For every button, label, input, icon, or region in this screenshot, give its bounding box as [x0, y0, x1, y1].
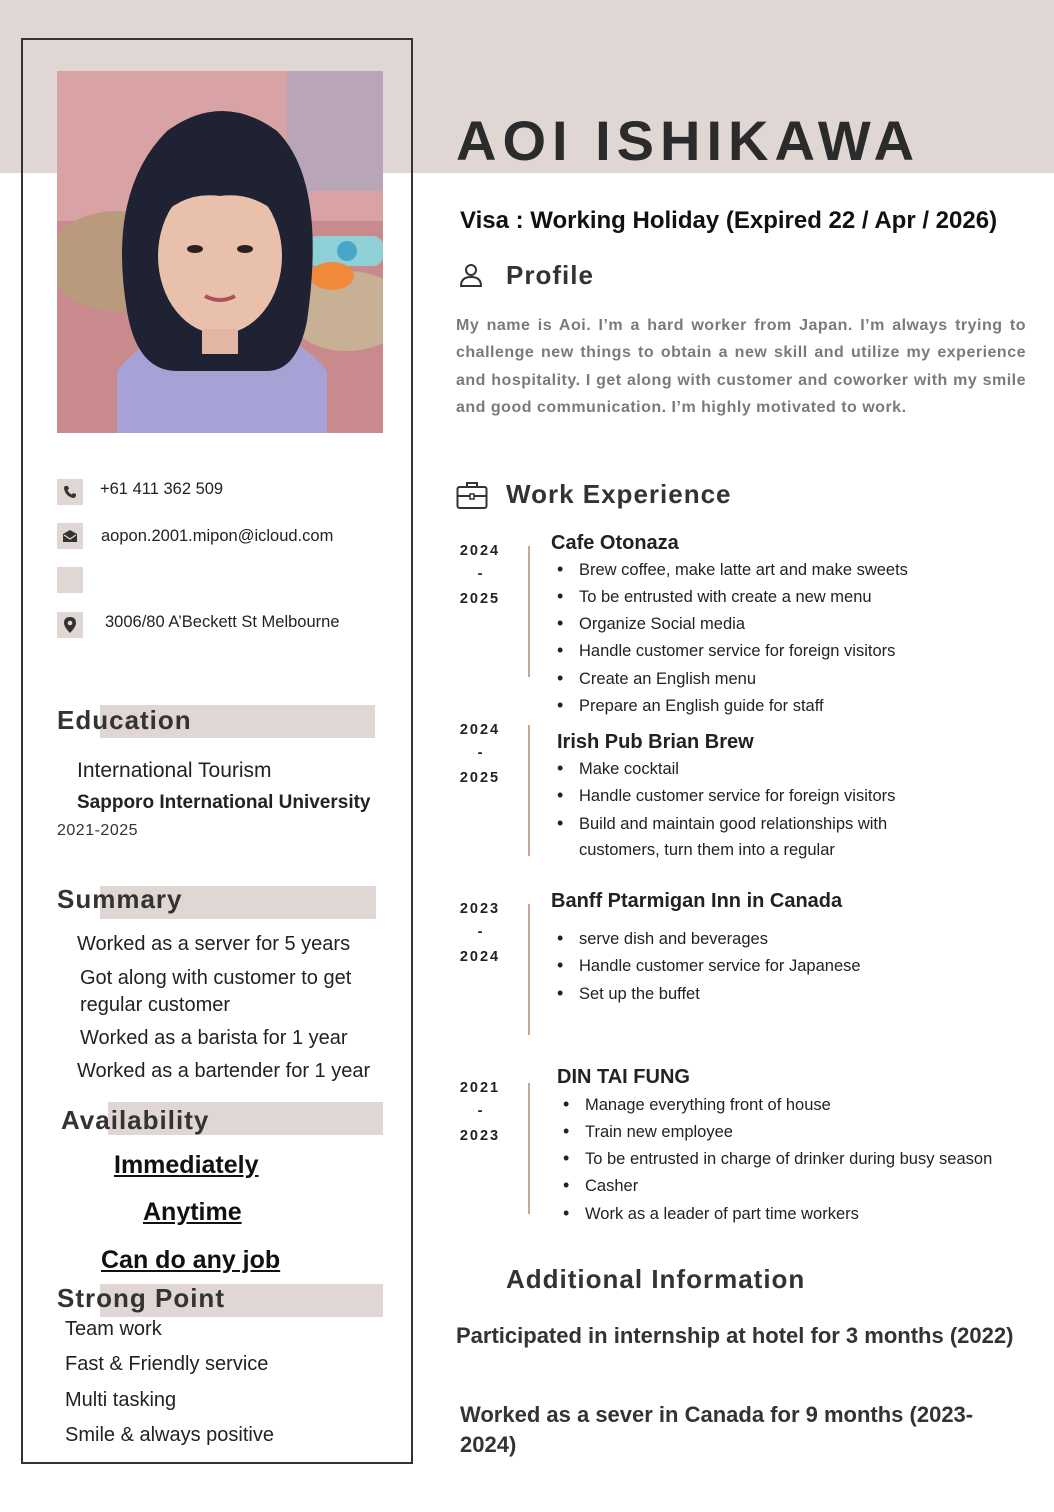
summary-item: Got along with customer to get	[80, 967, 352, 989]
strong-point-item: Team work	[65, 1318, 162, 1340]
job-bullet: • Prepare an English guide for staff	[579, 692, 824, 720]
job-bullet-continuation: customers, turn them into a regular	[579, 841, 835, 859]
job-bullet: • Brew coffee, make latte art and make sweets	[579, 556, 908, 584]
job-end-year: 2024	[459, 949, 501, 965]
timeline-line	[528, 546, 530, 677]
summary-heading: Summary	[57, 884, 183, 914]
job-bullet: • serve dish and beverages	[579, 925, 768, 953]
job-end-year: 2025	[459, 770, 501, 786]
job-end-year: 2023	[459, 1128, 501, 1144]
email-icon	[57, 523, 83, 549]
profile-heading: Profile	[506, 260, 594, 290]
job-title: Irish Pub Brian Brew	[557, 731, 754, 753]
availability-item: Can do any job	[101, 1246, 281, 1274]
summary-item: Worked as a server for 5 years	[77, 933, 351, 955]
profile-text: My name is Aoi. I’m a hard worker from Japan. I’m always trying to challenge new things to obtain a new skill and utilize my experience and hospitality. I get along with customer and coworker with my smile and good communication. I’m highly motivated to work.	[456, 317, 1026, 416]
job-start-year: 2021	[459, 1080, 501, 1096]
job-bullet: • Handle customer service for foreign visitors	[579, 637, 895, 665]
job-start-year: 2024	[459, 543, 501, 559]
address: 3006/80 A’Beckett St Melbourne	[105, 613, 340, 631]
additional-info-heading: Additional Information	[506, 1264, 806, 1294]
summary-item: regular customer	[80, 994, 231, 1016]
visa-status: Visa : Working Holiday (Expired 22 / Apr / 2026)	[460, 207, 998, 234]
job-bullet: • Manage everything front of house	[585, 1091, 831, 1119]
blank-contact-icon	[57, 567, 83, 593]
phone-number: +61 411 362 509	[100, 480, 224, 498]
briefcase-icon	[456, 480, 488, 515]
additional-info-item: Worked as a sever in Canada for 9 months (2023-2024)	[460, 1402, 974, 1457]
strong-point-heading: Strong Point	[57, 1283, 225, 1313]
timeline-line	[528, 904, 530, 1035]
availability-item: Immediately	[114, 1151, 259, 1179]
timeline-line	[528, 1083, 530, 1214]
strong-point-item: Fast & Friendly service	[65, 1353, 269, 1375]
job-bullet: • Handle customer service for Japanese	[579, 952, 861, 980]
job-bullet: • To be entrusted in charge of drinker during busy season	[585, 1145, 992, 1173]
year-dash: -	[477, 924, 483, 940]
strong-point-item: Smile & always positive	[65, 1424, 274, 1446]
job-title: DIN TAI FUNG	[557, 1066, 690, 1088]
education-years: 2021-2025	[57, 822, 139, 839]
education-field: International Tourism	[77, 759, 272, 782]
work-experience-heading: Work Experience	[506, 479, 732, 509]
job-start-year: 2024	[459, 722, 501, 738]
availability-heading: Availability	[61, 1105, 210, 1135]
year-dash: -	[477, 1103, 483, 1119]
email-address: aopon.2001.mipon@icloud.com	[101, 527, 334, 545]
job-bullet: • Build and maintain good relationships with	[579, 810, 887, 838]
job-bullet: • Train new employee	[585, 1118, 733, 1146]
education-school: Sapporo International University	[77, 792, 371, 813]
profile-photo	[57, 71, 383, 433]
job-bullet: • Set up the buffet	[579, 980, 700, 1008]
education-heading: Education	[57, 705, 192, 735]
job-bullet: • Casher	[585, 1172, 638, 1200]
job-bullet: • Handle customer service for foreign visitors	[579, 782, 895, 810]
year-dash: -	[477, 745, 483, 761]
candidate-name: AOI ISHIKAWA	[456, 109, 921, 172]
location-pin-icon	[57, 612, 83, 638]
strong-point-item: Multi tasking	[65, 1389, 177, 1411]
summary-item: Worked as a barista for 1 year	[80, 1027, 348, 1049]
job-bullet: • Organize Social media	[579, 610, 745, 638]
job-bullet: • Make cocktail	[579, 755, 679, 783]
job-start-year: 2023	[459, 901, 501, 917]
summary-item: Worked as a bartender for 1 year	[77, 1060, 371, 1082]
job-bullet: • Create an English menu	[579, 665, 756, 693]
job-title: Banff Ptarmigan Inn in Canada	[551, 890, 843, 912]
timeline-line	[528, 725, 530, 856]
job-bullet: • To be entrusted with create a new menu	[579, 583, 872, 611]
job-bullet: • Work as a leader of part time workers	[585, 1200, 859, 1228]
person-icon	[458, 262, 484, 293]
job-title: Cafe Otonaza	[551, 532, 679, 554]
additional-info-item: Participated in internship at hotel for 3 months (2022)	[456, 1323, 1014, 1348]
availability-item: Anytime	[143, 1198, 242, 1226]
year-dash: -	[477, 566, 483, 582]
job-end-year: 2025	[459, 591, 501, 607]
phone-icon	[57, 479, 83, 505]
